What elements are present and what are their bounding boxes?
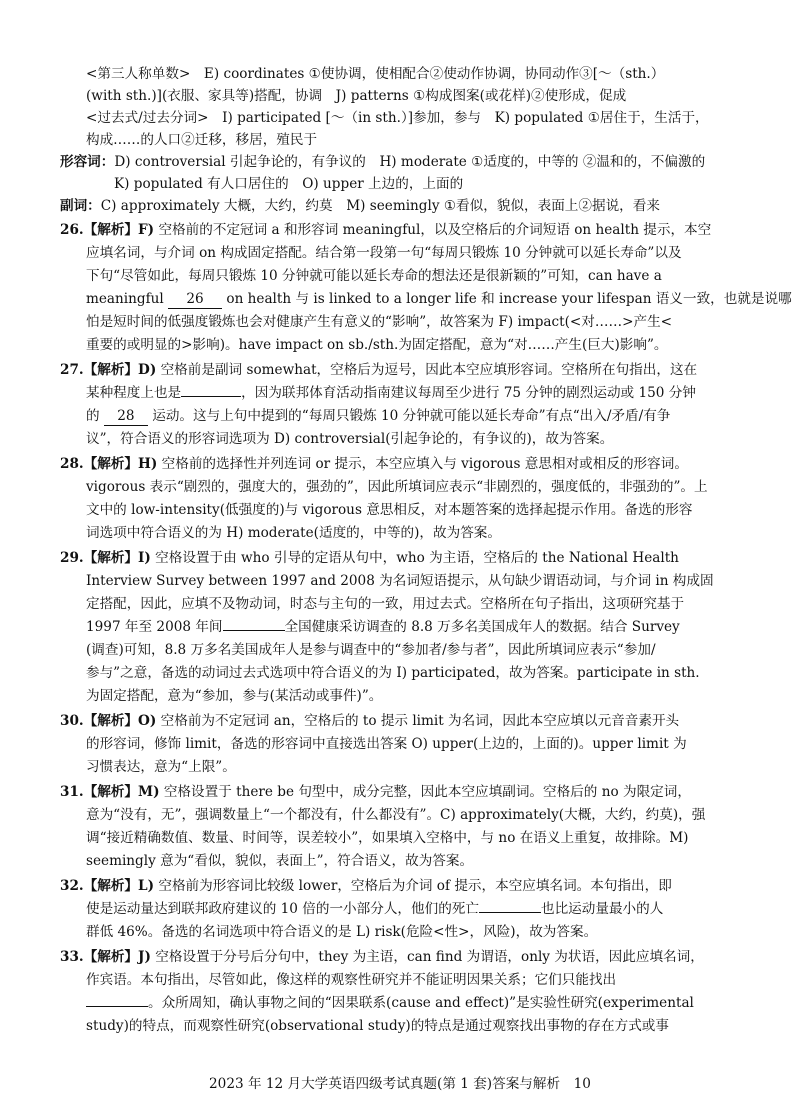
explanation-line: 定搭配，因此，应填不及物动词，时态与主句的一致，用过去式。空格所在句子指出，这项研究基于 — [86, 596, 685, 612]
explanation-line: meaningful 26 on health 与 is linked to a longer life 和 increase your lifespan 语义一致，也就是说哪 — [86, 291, 792, 307]
explanation-head-27: 27.【解析】D) 空格前是副词 somewhat，空格后为逗号，因此本空应填形容词。空格所在句指出，这在 — [60, 362, 698, 378]
explanation-line: 。众所周知，确认事物之间的“因果联系(cause and effect)”是实验性研究(experimental — [86, 991, 694, 1016]
explanation-line: 1997 年至 2008 年间 全国健康采访调查的 8.8 万多名美国成年人的数据。结合 Survey — [86, 619, 680, 635]
explanation-head-30: 30.【解析】O) 空格前为不定冠词 an，空格后的 to 提示 limit 为名词，因此本空应填以元音音素开头 — [60, 713, 680, 729]
blank — [223, 630, 285, 631]
explanation-line: study)的特点，而观察性研究(observational study)的特点是通过观察找出事物的存在方式或事 — [86, 1018, 669, 1034]
explanation-line: 下句“尽管如此，每周只锻炼 10 分钟就可能以延长寿命的想法还是很新颖的”可知，can have a — [86, 268, 662, 284]
explanation-line: 作宾语。本句指出，尽管如此，像这样的观察性研究并不能证明因果关系；它们只能找出 — [86, 972, 617, 988]
explanation-line: Interview Survey between 1997 and 2008 为名词短语提示，从句缺少谓语动词，与介词 in 构成固 — [86, 573, 714, 589]
explanation-head-32: 32.【解析】L) 空格前为形容词比较级 lower，空格后为介词 of 提示，本空应填名词。本句指出，即 — [60, 878, 672, 894]
explanation-head-33: 33.【解析】J) 空格设置于分号后分句中，they 为主语，can find 为谓语，only 为状语，因此应填名词， — [60, 949, 704, 965]
explanation-line: 调“接近精确数值、数量、时间等，误差较小”，如果填入空格中，与 no 在语义上重复，故排除。M) — [86, 830, 689, 846]
explanation-line: vigorous 表示“剧烈的，强度大的，强劲的”，因此所填词应表示“非剧烈的，强度低的，非强劲的”。上 — [86, 479, 708, 495]
explanation-line: 群低 46%。备选的名词选项中符合语义的是 L) risk(危险<性>，风险)，故为答案。 — [86, 924, 598, 940]
adjective-label: 形容词： — [60, 154, 115, 170]
explanation-line: 为固定搭配，意为“参加，参与(某活动或事件)”。 — [86, 688, 383, 704]
vocab-line: K) populated 有人口居住的 O) upper 上边的，上面的 — [114, 176, 464, 192]
vocab-line: (with sth.)](衣服、家具等)搭配，协调 J) patterns ①构成图案(或花样)②使形成，促成 — [86, 88, 627, 104]
adverb-label: 副词： — [60, 198, 101, 214]
explanation-line: 使是运动量达到联邦政府建议的 10 倍的一小部分人，他们的死亡 也比运动量最小的人 — [86, 901, 664, 917]
explanation-line: seemingly 意为“看似，貌似，表面上”，符合语义，故为答案。 — [86, 853, 474, 869]
explanation-line: 参与”之意，备选的动词过去式选项中符合语义的为 I) participated，故为答案。participate in sth. — [86, 665, 700, 681]
explanation-line: 意为“没有，无”，强调数量上“一个都没有，什么都没有”。C) approximately(大概，大约，约莫)，强 — [86, 807, 706, 823]
vocab-line: 形容词：D) controversial 引起争论的，有争议的 H) moderate ①适度的，中等的 ②温和的，不偏激的 — [60, 154, 706, 170]
blank — [86, 1006, 148, 1007]
explanation-line: 应填名词，与介词 on 构成固定搭配。结合第一段第一句“每周只锻炼 10 分钟就可以延长寿命”以及 — [86, 245, 682, 261]
explanation-line: 的形容词，修饰 limit，备选的形容词中直接选出答案 O) upper(上边的，上面的)。upper limit 为 — [86, 736, 687, 752]
explanation-head-31: 31.【解析】M) 空格设置于 there be 句型中，成分完整，因此本空应填副词。空格后的 no 为限定词， — [60, 784, 691, 800]
vocab-line: 构成……的人口②迁移，移居，殖民于 — [86, 132, 318, 148]
vocab-line: 副词：C) approximately 大概，大约，约莫 M) seemingly ①看似，貌似，表面上②据说，看来 — [60, 198, 660, 214]
explanation-line: (调查)可知，8.8 万多名美国成年人是参与调查中的“参加者/参与者”，因此所填词应表示“参加/ — [86, 642, 656, 658]
vocab-line: <第三人称单数> E) coordinates ①使协调，使相配合②使动作协调，协同动作③[～（sth.） — [86, 66, 665, 82]
explanation-line: 议”，符合语义的形容词选项为 D) controversial(引起争论的，有争议的)，故为答案。 — [86, 431, 614, 447]
blank — [181, 396, 241, 397]
explanation-line: 文中的 low-intensity(低强度的)与 vigorous 意思相反，对本题答案的选择起提示作用。备选的形容 — [86, 502, 693, 518]
explanation-line: 某种程度上也是 ，因为联邦体育活动指南建议每周至少进行 75 分钟的剧烈运动或 150 分钟 — [86, 385, 696, 401]
blank — [479, 912, 541, 913]
blank-28: 28 — [104, 408, 148, 426]
explanation-line: 习惯表达，意为“上限”。 — [86, 759, 236, 775]
explanation-head-26: 26.【解析】F) 空格前的不定冠词 a 和形容词 meaningful，以及空格后的介词短语 on health 提示，本空 — [60, 222, 712, 238]
blank-26: 26 — [168, 291, 222, 309]
page-footer: 2023 年 12 月大学英语四级考试真题(第 1 套)答案与解析 10 — [209, 1076, 591, 1092]
explanation-line: 词选项中符合语义的为 H) moderate(适度的，中等的)，故为答案。 — [86, 525, 501, 541]
explanation-line: 重要的或明显的>影响)。have impact on sb./sth.为固定搭配，意为“对……产生(巨大)影响”。 — [86, 337, 668, 353]
vocab-line: <过去式/过去分词> I) participated [～（in sth.）]参加，参与 K) populated ①居住于，生活于， — [86, 110, 709, 126]
explanation-line: 怕是短时间的低强度锻炼也会对健康产生有意义的“影响”，故答案为 F) impact(<对……>产生< — [86, 314, 673, 330]
explanation-line: 的 28 运动。这与上句中提到的“每周只锻炼 10 分钟就可能以延长寿命”有点“出入/矛盾/有争 — [86, 408, 671, 424]
explanation-head-29: 29.【解析】I) 空格设置于由 who 引导的定语从句中，who 为主语，空格后的 the National Health — [60, 550, 679, 566]
explanation-head-28: 28.【解析】H) 空格前的选择性并列连词 or 提示，本空应填入与 vigorous 意思相对或相反的形容词。 — [60, 456, 688, 472]
